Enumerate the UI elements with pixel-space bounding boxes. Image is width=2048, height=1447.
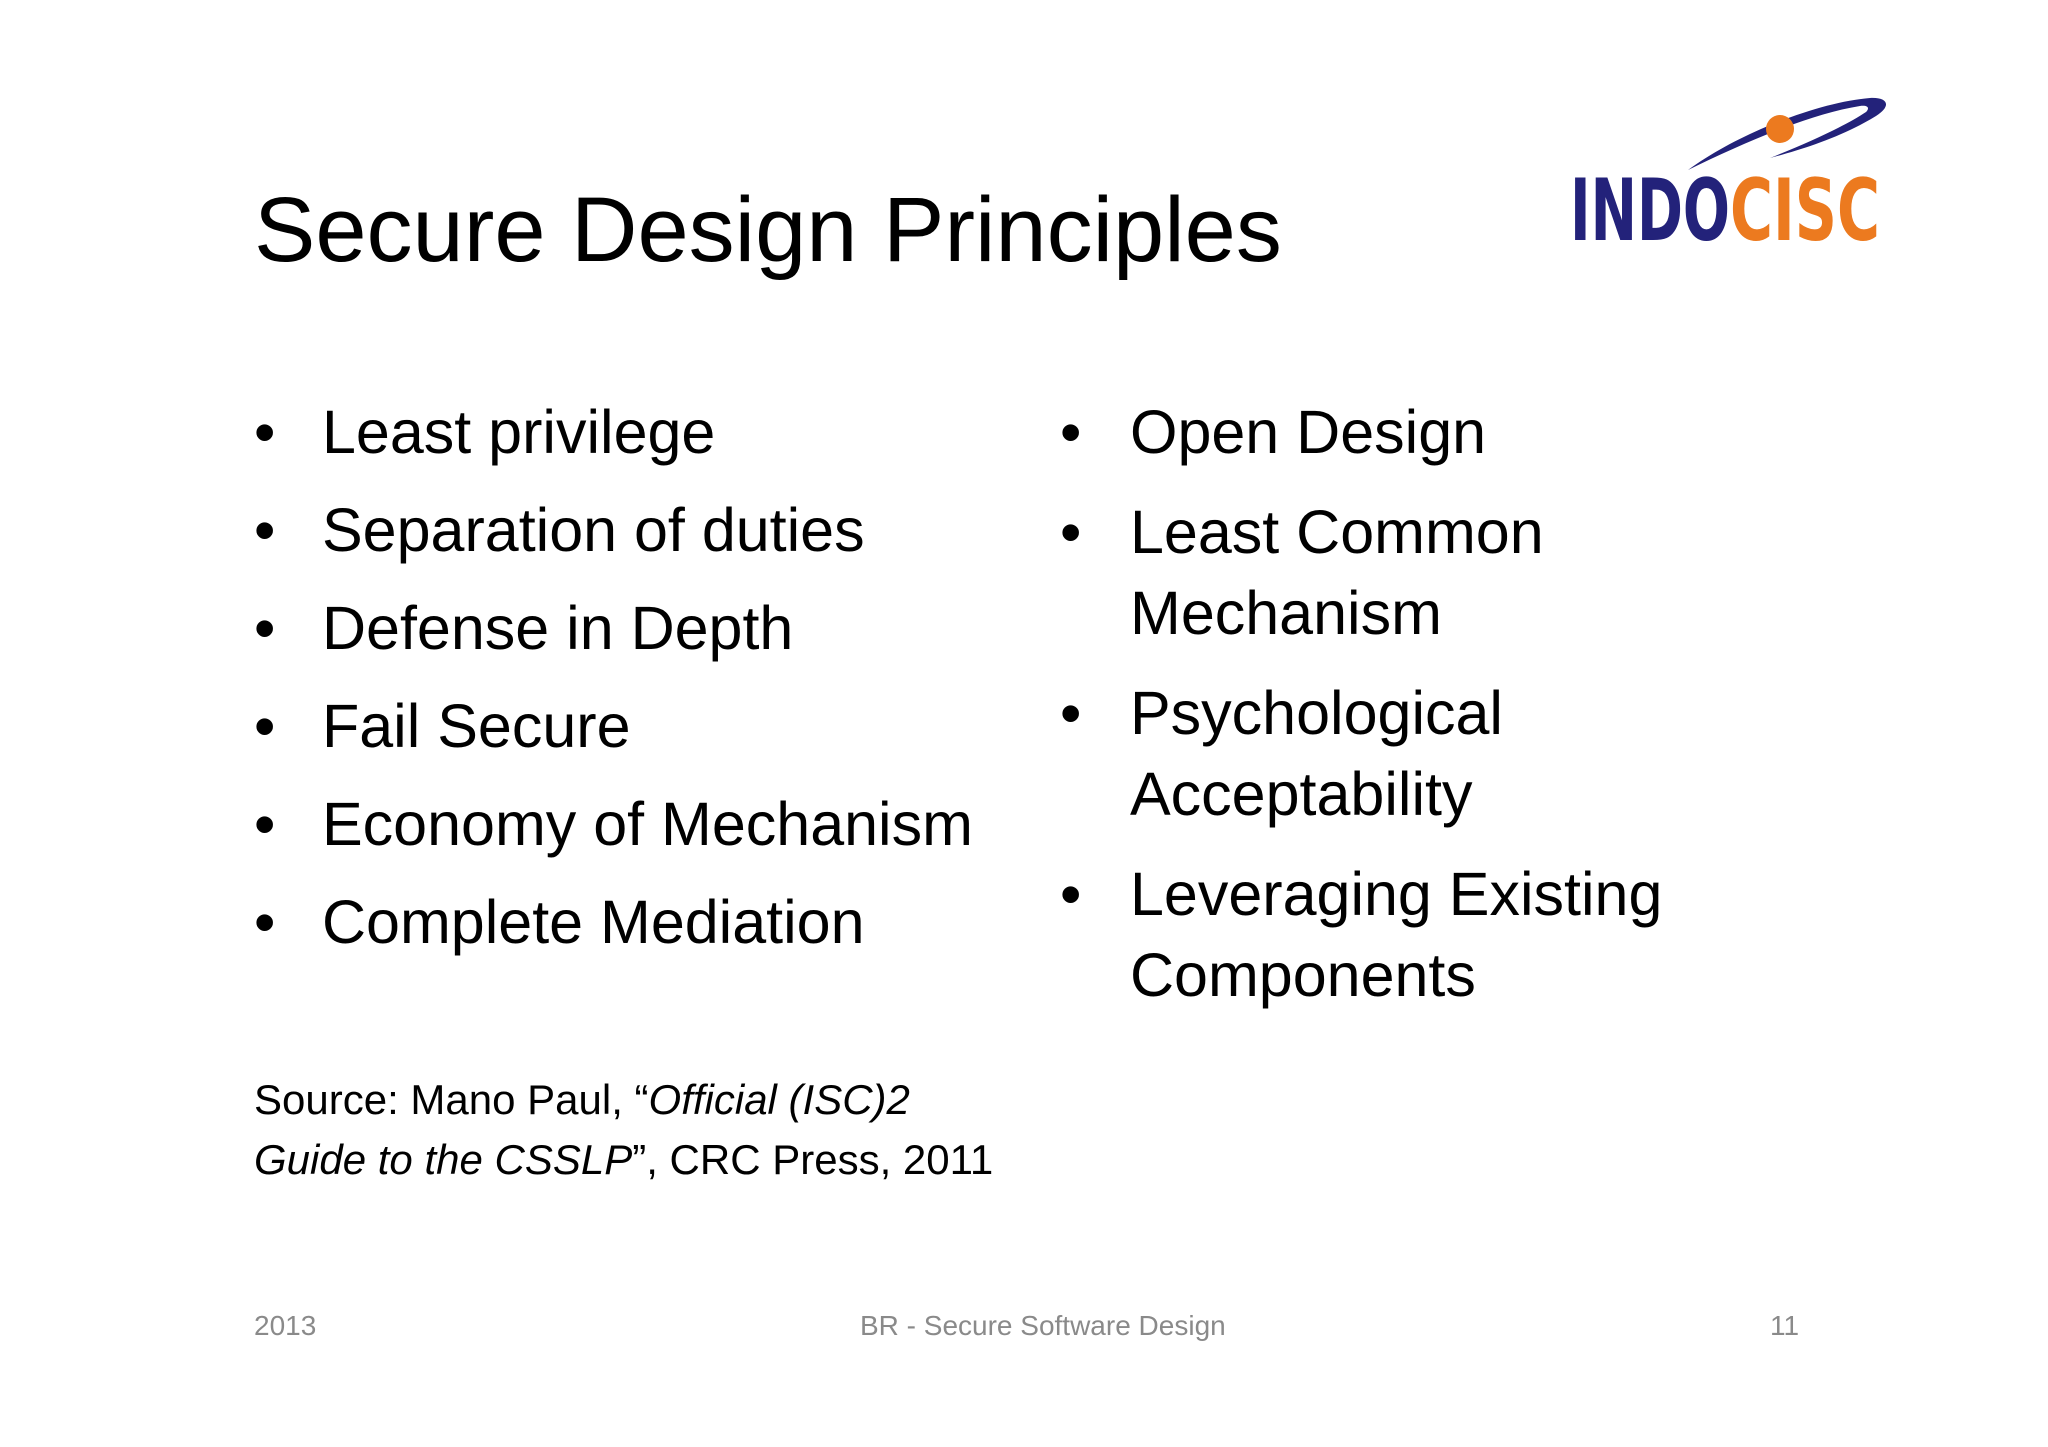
list-item — [254, 490, 1034, 571]
source-suffix: ”, CRC Press, 2011 — [632, 1136, 994, 1183]
slide-title: Secure Design Principles — [254, 179, 1282, 281]
left-bullet-list — [254, 392, 1034, 980]
source-citation — [254, 1070, 1074, 1190]
slide-number: 11 — [1770, 1310, 1800, 1341]
list-item — [1060, 854, 1800, 1016]
bullet-icon: • — [254, 692, 276, 760]
bullet-icon: • — [254, 594, 276, 662]
bullet-icon: • — [254, 398, 276, 466]
list-item-text: Leveraging Existing — [1130, 860, 1663, 928]
bullet-icon: • — [1060, 860, 1082, 928]
list-item — [254, 686, 1034, 767]
list-item-text: Economy of Mechanism — [322, 790, 973, 858]
bullet-icon: • — [254, 790, 276, 858]
list-item-text: Psychological — [1130, 679, 1503, 747]
bullet-icon: • — [254, 496, 276, 564]
source-title-part1: Official (ISC)2 — [648, 1076, 910, 1123]
logo-text-cisc: CISC — [1730, 161, 1880, 252]
indocisc-logo — [1570, 92, 1890, 252]
source-title-part2: Guide to the CSSLP — [254, 1136, 633, 1183]
footer-title: BR - Secure Software Design — [860, 1310, 1226, 1341]
list-item-text: Separation of duties — [322, 496, 865, 564]
footer-date: 2013 — [254, 1310, 317, 1341]
list-item — [1060, 673, 1800, 835]
list-item-text: Least Common — [1130, 498, 1544, 566]
list-item-text: Open Design — [1130, 398, 1487, 466]
bullet-icon: • — [1060, 398, 1082, 466]
right-bullet-list — [1060, 392, 1800, 1035]
logo-dot — [1766, 115, 1794, 143]
source-prefix: Source: Mano Paul, “ — [254, 1076, 649, 1123]
list-item — [1060, 392, 1800, 473]
list-item-text-continued: Acceptability — [1130, 760, 1473, 828]
logo-text-indo: INDO — [1570, 161, 1730, 252]
list-item-text-continued: Mechanism — [1130, 579, 1442, 647]
list-item-text-continued: Components — [1130, 941, 1476, 1009]
list-item-text: Complete Mediation — [322, 888, 865, 956]
bullet-icon: • — [1060, 679, 1082, 747]
list-item — [254, 588, 1034, 669]
bullet-icon: • — [254, 888, 276, 956]
bullet-icon: • — [1060, 498, 1082, 566]
list-item-text: Defense in Depth — [322, 594, 794, 662]
list-item — [254, 392, 1034, 473]
list-item — [254, 882, 1034, 963]
list-item — [254, 784, 1034, 865]
list-item — [1060, 492, 1800, 654]
list-item-text: Fail Secure — [322, 692, 631, 760]
list-item-text: Least privilege — [322, 398, 716, 466]
